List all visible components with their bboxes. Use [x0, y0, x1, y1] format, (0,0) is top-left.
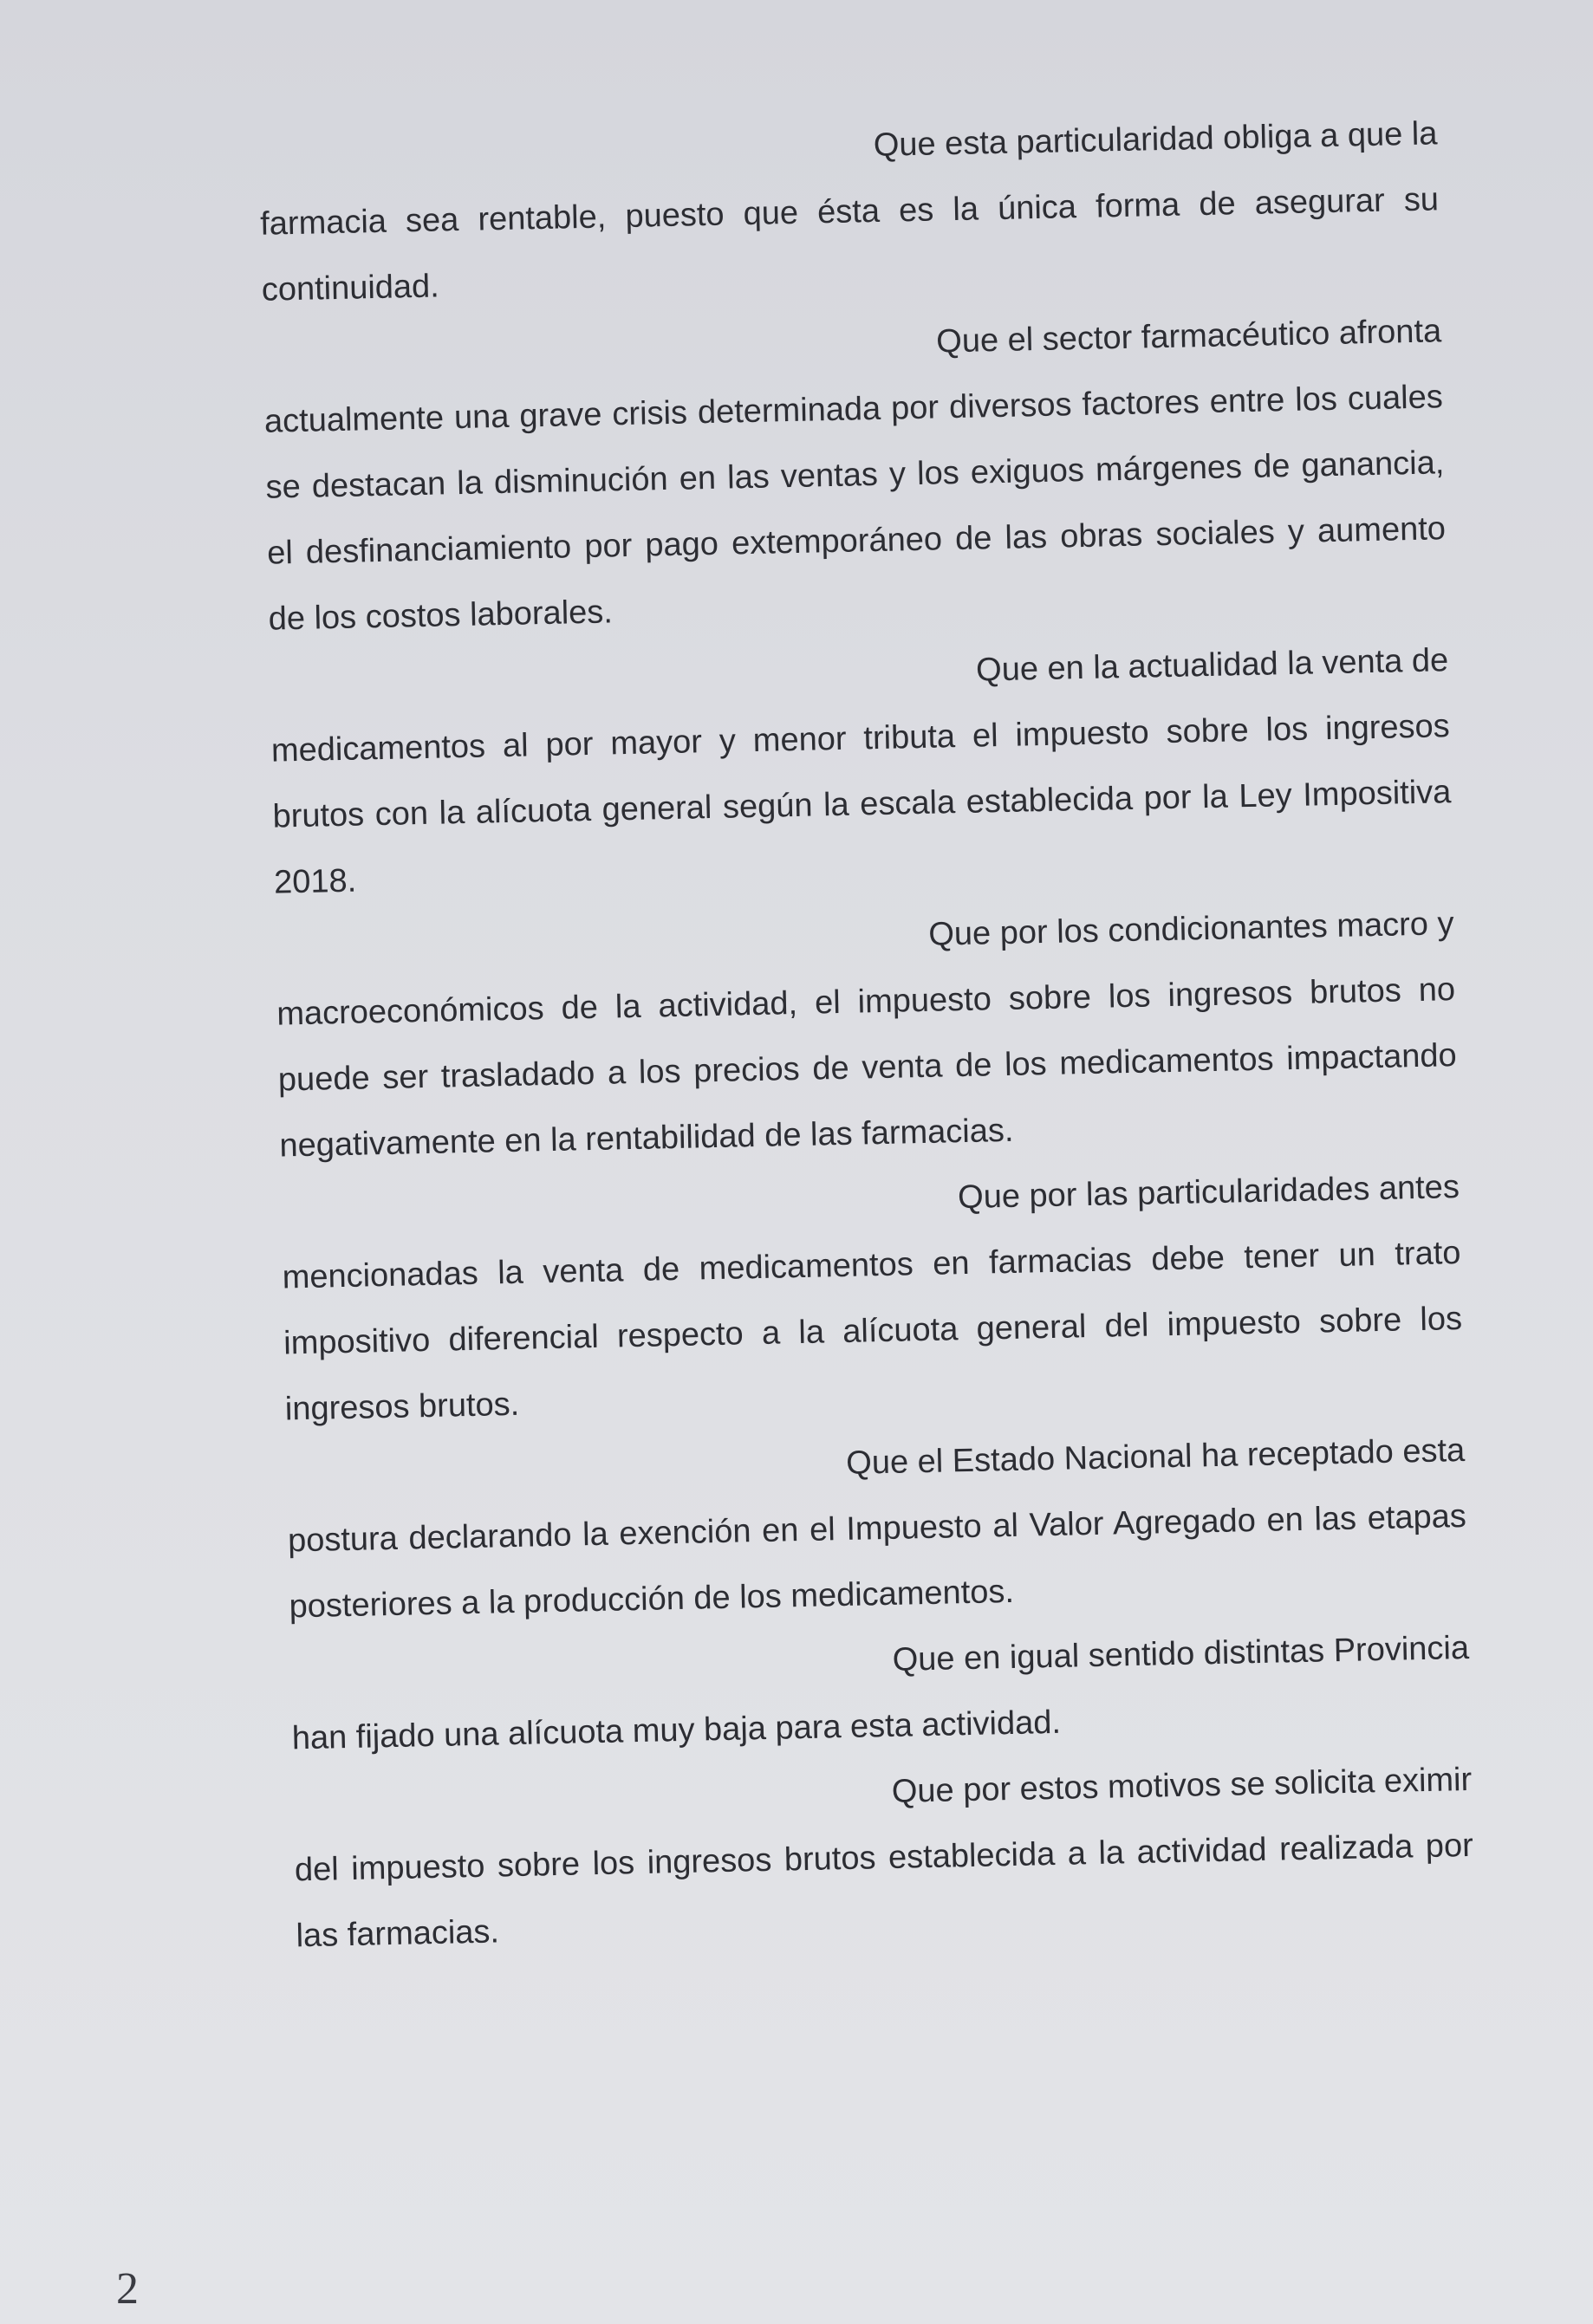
paragraph	[275, 891, 1459, 1178]
paragraph-first-line: Que esta particularidad obliga a que la	[873, 115, 1438, 164]
paragraph-text: del impuesto sobre los ingresos brutos establecida a la actividad realizada por las farmacias.	[294, 1827, 1474, 1955]
paragraph	[289, 1615, 1471, 1771]
paragraph-text: postura declarando la exención en el Impuesto al Valor Agregado en las etapas posteriores a la producción de los medicamentos.	[287, 1497, 1467, 1626]
paragraph-text: medicamentos al por mayor y menor tributa el impuesto sobre los ingresos brutos con la alícuota general según la escala establecida por la Ley Impositiva 2018.	[270, 708, 1452, 901]
paragraph	[286, 1418, 1468, 1639]
paragraph-first-line: Que en la actualidad la venta de	[975, 642, 1449, 689]
paragraph-text: farmacia sea rentable, puesto que ésta es la única forma de asegurar su continuidad.	[259, 181, 1440, 308]
paragraph-text: han fijado una alícuota muy baja para esta actividad.	[291, 1704, 1062, 1757]
paragraph-first-line: Que el Estado Nacional ha receptado esta	[845, 1431, 1466, 1482]
paragraph	[270, 627, 1453, 915]
paragraph	[293, 1747, 1475, 1969]
paragraph-text: actualmente una grave crisis determinada por diversos factores entre los cuales se destacan la disminución en las ventas y los exiguos márgenes de ganancia, el desfinanciamiento por pago extemporáneo de las obras sociales y aumento de los costos laborales.	[263, 379, 1447, 638]
paragraph-first-line: Que por las particularidades antes	[957, 1169, 1460, 1217]
paragraph-first-line: Que el sector farmacéutico afronta	[935, 313, 1442, 360]
paragraph	[280, 1154, 1464, 1442]
paragraph-first-line: Que en igual sentido distintas Provincia	[892, 1629, 1470, 1678]
paragraph-text: macroeconómicos de la actividad, el impuesto sobre los ingresos brutos no puede ser trasladado a los precios de venta de los medicamentos impactando negativamente en la rentabilidad de las farmacias.	[276, 971, 1458, 1165]
paragraph	[258, 101, 1440, 322]
document-body	[258, 101, 1475, 1969]
page-number: 2	[116, 2264, 139, 2314]
paragraph	[263, 298, 1448, 652]
paragraph-text: mencionadas la venta de medicamentos en farmacias debe tener un trato impositivo diferencial respecto a la alícuota general del impuesto sobre los ingresos brutos.	[282, 1235, 1463, 1428]
paragraph-first-line: Que por estos motivos se solicita eximir	[891, 1761, 1473, 1810]
paragraph-first-line: Que por los condicionantes macro y	[927, 906, 1454, 953]
